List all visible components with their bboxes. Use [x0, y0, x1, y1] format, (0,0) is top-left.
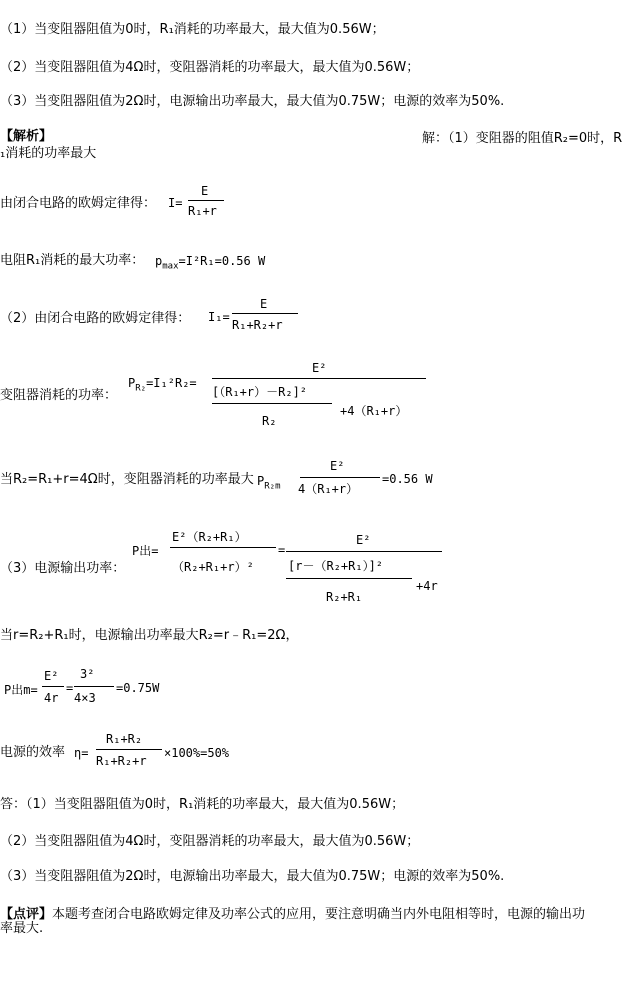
f6-num2: E²: [356, 533, 371, 547]
comment-text: 本题考查闭合电路欧姆定律及功率公式的应用，要注意明确当内外电阻相等时，电源的输出功: [52, 907, 586, 922]
f3-denominator: R₁+R₂+r: [232, 318, 283, 332]
f6-lhs: P出=: [132, 544, 159, 558]
f3-fraction-bar: [232, 313, 298, 314]
f6-num1: E²（R₂+R₁）: [172, 530, 247, 544]
f9-numerator: R₁+R₂: [106, 732, 143, 746]
f1-lhs: I=: [168, 196, 183, 210]
f4-main-bar: [212, 378, 426, 379]
f5-tail: =0.56 W: [382, 472, 433, 486]
f6-eq: =: [278, 543, 286, 557]
f6-main-bar: [286, 551, 442, 552]
answer-line-3: （3）当变阻器阻值为2Ω时，电源输出功率最大，最大值为0.75W；电源的效率为50%.: [0, 869, 505, 884]
top-answer-1: （1）当变阻器阻值为0时，R₁消耗的功率最大，最大值为0.56W；: [0, 22, 385, 37]
f5-denominator: 4（R₁+r）: [298, 482, 359, 496]
f4-lhs: $P_{R_2}=I_1^2R_2=$: [128, 376, 197, 394]
f1-numerator: E: [201, 184, 209, 198]
f8-num1: E²: [44, 669, 59, 683]
f6-den1: （R₂+R₁+r）²: [172, 560, 254, 574]
f1-denominator: R₁+r: [188, 204, 217, 218]
answer-line-1: 答：（1）当变阻器阻值为0时，R₁消耗的功率最大，最大值为0.56W；: [0, 797, 405, 812]
step2-label: 电阻R₁消耗的最大功率：: [0, 253, 145, 268]
analysis-intro: 解：（1）变阻器的阻值R₂=0时，R: [422, 131, 623, 146]
f9-tail: ×100%=50%: [164, 746, 230, 760]
f9-fraction-bar: [96, 749, 162, 750]
f4-inner-denominator: R₂: [262, 414, 277, 428]
f6-tail: +4r: [416, 579, 438, 593]
f8-den1: 4r: [44, 691, 59, 705]
f8-num2: 3²: [80, 667, 95, 681]
f2-formula: $p_{max}=I^2R_1=0.56$ W: [155, 254, 266, 272]
step5-label: 当R₂=R₁+r=4Ω时，变阻器消耗的功率最大: [0, 472, 254, 487]
f8-lhs: P出m=: [4, 683, 38, 697]
f5-lhs: $P_{R_2m}$: [257, 474, 281, 492]
answer-line-2: （2）当变阻器阻值为4Ω时，变阻器消耗的功率最大，最大值为0.56W；: [0, 834, 420, 849]
step3-label: （2）由闭合电路的欧姆定律得：: [0, 311, 191, 326]
f4-inner-numerator: [（R₁+r）－R₂]²: [212, 385, 308, 399]
f3-lhs: I₁=: [208, 310, 230, 324]
f1-fraction-bar: [188, 200, 224, 201]
f9-lhs: η=: [74, 746, 89, 760]
comment-line-2: 率最大.: [0, 921, 44, 936]
f8-tail: =0.75W: [116, 681, 160, 695]
f6-bar1: [170, 547, 276, 548]
f8-eq: =: [66, 681, 74, 695]
top-answer-3: （3）当变阻器阻值为2Ω时，电源输出功率最大，最大值为0.75W；电源的效率为50%.: [0, 94, 505, 109]
f6-inner-bar: [286, 578, 412, 579]
step1-label: 由闭合电路的欧姆定律得：: [0, 196, 157, 211]
f9-denominator: R₁+R₂+r: [96, 754, 147, 768]
f8-bar2: [74, 686, 114, 687]
f8-bar1: [42, 686, 64, 687]
f4-inner-bar: [212, 403, 332, 404]
top-answer-2: （2）当变阻器阻值为4Ω时，变阻器消耗的功率最大，最大值为0.56W；: [0, 60, 420, 75]
f3-numerator: E: [260, 297, 268, 311]
f8-den2: 4×3: [74, 691, 96, 705]
step4-label: 变阻器消耗的功率：: [0, 388, 118, 403]
step9-label: 电源的效率: [0, 745, 66, 760]
f5-numerator: E²: [330, 459, 345, 473]
comment-line-1: [0, 907, 585, 923]
analysis-intro-wrap: ₁消耗的功率最大: [0, 146, 97, 161]
f4-numerator: E²: [312, 361, 327, 375]
f4-tail: +4（R₁+r）: [340, 404, 408, 418]
comment-heading: 【点评】: [0, 907, 53, 922]
f6-inner-denominator: R₂+R₁: [326, 590, 363, 604]
step6-label: （3）电源输出功率：: [0, 561, 126, 576]
step7: 当r=R₂+R₁时，电源输出功率最大R₂=r﹣R₁=2Ω，: [0, 628, 299, 643]
f6-inner-numerator: [r－（R₂+R₁）]²: [288, 559, 384, 573]
analysis-heading: 【解析】: [0, 129, 53, 144]
f5-fraction-bar: [300, 477, 380, 478]
